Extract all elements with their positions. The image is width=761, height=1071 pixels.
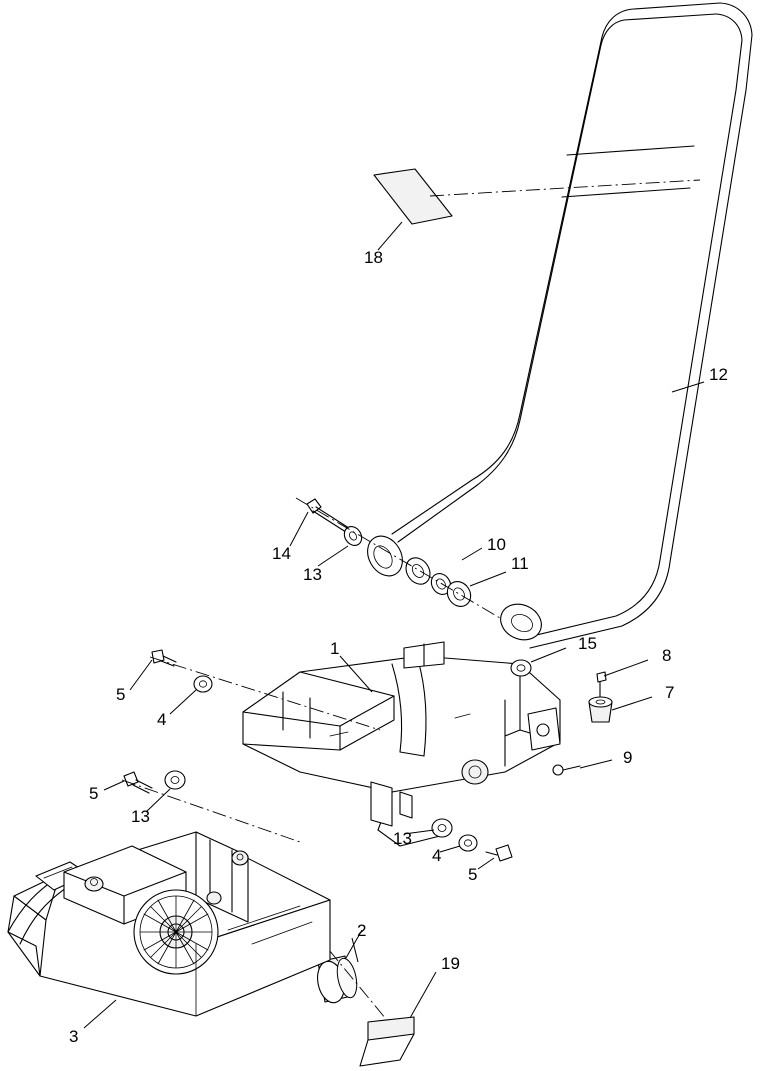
lower-hardware-group xyxy=(404,819,512,869)
callout-3: 3 xyxy=(69,1027,79,1046)
callout-4-left: 4 xyxy=(157,710,167,729)
callout-9: 9 xyxy=(623,748,633,767)
callout-15: 15 xyxy=(578,634,597,653)
leader-lines xyxy=(290,222,704,958)
callout-13-left: 13 xyxy=(131,807,150,826)
callout-1: 1 xyxy=(330,639,340,658)
scoop-assembly-part xyxy=(8,832,330,1028)
callout-5-lower: 5 xyxy=(468,865,478,884)
callout-13-upper: 13 xyxy=(303,565,322,584)
handle-frame-part xyxy=(361,3,752,648)
callout-4-lower: 4 xyxy=(432,846,442,865)
callout-18: 18 xyxy=(364,248,383,267)
callout-5-lower-left: 5 xyxy=(89,784,99,803)
decal-lower-part xyxy=(360,972,436,1066)
callout-2: 2 xyxy=(357,921,367,940)
callout-14: 14 xyxy=(272,544,291,563)
callout-10: 10 xyxy=(487,535,506,554)
callout-8: 8 xyxy=(662,646,672,665)
callout-5-upper-left: 5 xyxy=(116,685,126,704)
decal-upper-part xyxy=(374,169,700,224)
callout-12: 12 xyxy=(709,365,728,384)
callout-11: 11 xyxy=(511,554,529,573)
callout-13-lower: 13 xyxy=(393,829,412,848)
callout-19: 19 xyxy=(441,954,460,973)
callout-7: 7 xyxy=(665,683,675,702)
